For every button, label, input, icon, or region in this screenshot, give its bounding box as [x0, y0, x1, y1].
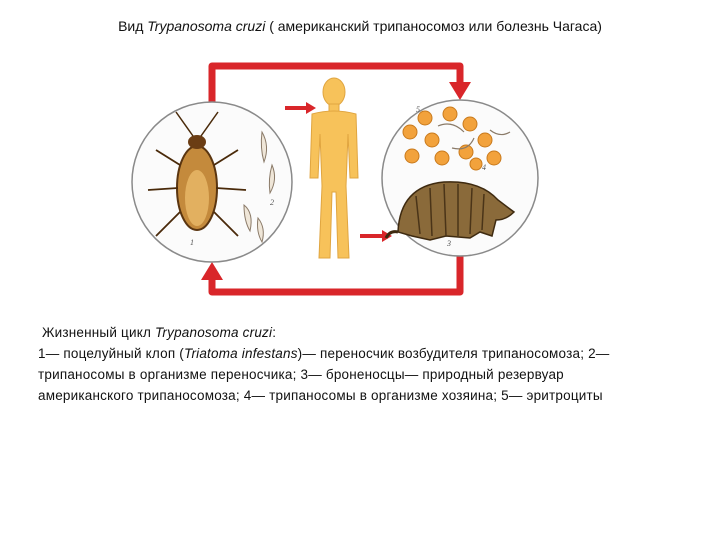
label-number-4: 4 [482, 163, 486, 172]
vector-circle [132, 102, 292, 262]
label-number-5: 5 [416, 105, 420, 114]
caption-colon: : [272, 325, 277, 340]
label-number-2: 2 [270, 198, 274, 207]
bottom-arrow-head [201, 262, 223, 280]
caption-legend [38, 343, 658, 406]
title-species: Trypanosoma cruzi [147, 18, 266, 34]
caption-line-1 [38, 322, 658, 343]
left-small-arrow-head [306, 102, 316, 114]
caption-species: Trypanosoma cruzi [154, 325, 273, 340]
human-figure-icon [310, 78, 358, 258]
caption-vector-species: Triatoma infestans [184, 346, 298, 361]
caption-text-b: )— переносчик возбудителя трипаносомоза; 2— трипаносомы в организме переносчика; 3— броненосцы— природный резервуар американского трипаносомоза; 4— трипаносомы в организме хозяина; 5— эритроциты [38, 346, 610, 403]
caption-prefix: Жизненный цикл [41, 325, 155, 340]
title-suffix: ( американский трипаносомоз или болезнь Чагаса) [265, 18, 602, 34]
label-number-1: 1 [190, 238, 194, 247]
bottom-arrow [212, 248, 460, 292]
title-prefix: Вид [118, 18, 148, 34]
label-number-3: 3 [447, 239, 451, 248]
top-arrow-head [449, 82, 471, 100]
reservoir-circle [382, 100, 538, 256]
caption-text-a: 1— поцелуйный клоп ( [38, 346, 184, 361]
figure-caption [38, 322, 658, 406]
